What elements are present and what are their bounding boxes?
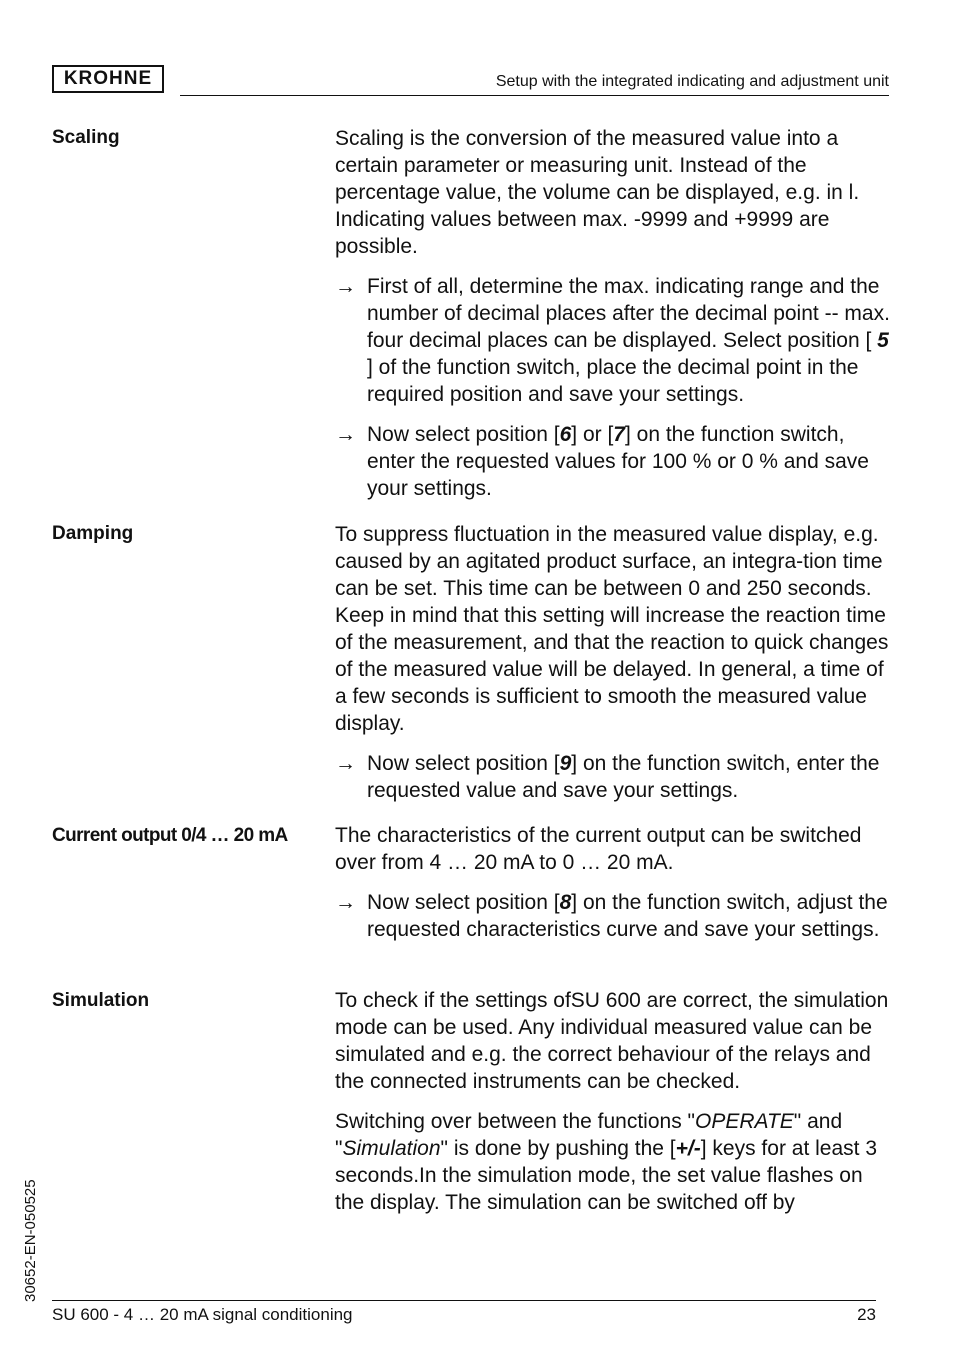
krohne-logo: KROHNE	[52, 65, 164, 93]
mode-simulation: Simulation	[342, 1137, 441, 1160]
label-damping: Damping	[52, 523, 134, 544]
damping-paragraph: To suppress fluctuation in the measured value display, e.g. caused by an agitated product surface, an integra-tion time can be set. This time can be between 0 and 250 seconds. Keep in mind that this setting will increase the reaction time of the measurement, and that the reaction to quick changes of the measured value will be delayed. In general, a time of a few seconds is sufficient to smooth the measured value display.	[335, 523, 889, 735]
step-text: ] on the function switch, enter the requested value and save your settings.	[367, 752, 880, 802]
label-simulation: Simulation	[52, 990, 150, 1011]
simulation-paragraph-2	[335, 1108, 890, 1216]
scaling-paragraph: Scaling is the conversion of the measured value into a certain parameter or measuring unit. Instead of the percentage value, the volume can be displayed, e.g. in l. Indicating values between max. -9999 and +9999 are possible.	[335, 127, 860, 258]
header-rule	[180, 95, 889, 96]
step-text: ] of the function switch, place the decimal point in the required position and save your settings.	[367, 356, 859, 406]
scaling-step-1	[335, 273, 890, 408]
footer-title: SU 600 - 4 … 20 mA signal conditioning	[52, 1305, 353, 1324]
footer-rule	[52, 1300, 876, 1301]
paragraph-text: " is done by pushing the [	[440, 1137, 676, 1160]
switch-position-key: 6	[559, 423, 572, 446]
label-scaling: Scaling	[52, 127, 120, 148]
arrow-right-icon: →	[335, 891, 356, 914]
simulation-paragraph-1: To check if the settings ofSU 600 are correct, the simulation mode can be used. Any individual measured value can be simulated and e.g. the correct behaviour of the relays and the connected instruments can be checked.	[335, 989, 889, 1093]
current-paragraph: The characteristics of the current output can be switched over from 4 … 20 mA to 0 … 20 mA.	[335, 824, 862, 874]
label-current-output: Current output 0/4 … 20 mA	[52, 825, 288, 846]
arrow-right-icon: →	[335, 752, 356, 775]
arrow-right-icon: →	[335, 423, 356, 446]
step-text: ] on the function switch, enter the requested values for 100 % or 0 % and save your settings.	[367, 423, 869, 500]
switch-position-key: 9	[559, 752, 572, 775]
header-title: Setup with the integrated indicating and adjustment unit	[495, 73, 889, 90]
current-step-1	[335, 889, 890, 943]
step-text: Now select position [	[367, 752, 560, 775]
switch-position-key: 5	[877, 329, 889, 352]
damping-step-1	[335, 750, 890, 804]
step-text: First of all, determine the max. indicating range and the number of decimal places after the decimal point -- max. four decimal places can be displayed. Select position [	[367, 275, 890, 352]
page-number: 23	[857, 1305, 876, 1324]
section-scaling	[335, 125, 890, 515]
section-current-output	[335, 822, 890, 956]
section-simulation	[335, 987, 890, 1229]
step-text: Now select position [	[367, 891, 560, 914]
step-text: ] or [	[571, 423, 614, 446]
document-code: 30652-EN-050525	[22, 1179, 39, 1302]
step-text: Now select position [	[367, 423, 560, 446]
switch-position-key: 8	[559, 891, 572, 914]
paragraph-text: Switching over between the functions "	[335, 1110, 695, 1133]
paragraph-text: " and "	[335, 1110, 843, 1160]
plus-minus-key: +/-	[675, 1137, 701, 1160]
step-text: ] on the function switch, adjust the requested characteristics curve and save your settings.	[367, 891, 888, 941]
arrow-right-icon: →	[335, 275, 356, 298]
section-damping	[335, 521, 890, 817]
paragraph-text: ] keys for at least 3 seconds.In the simulation mode, the set value flashes on the display. The simulation can be switched off by	[335, 1137, 877, 1214]
scaling-step-2	[335, 421, 890, 502]
mode-operate: OPERATE	[695, 1110, 794, 1133]
switch-position-key: 7	[613, 423, 625, 446]
